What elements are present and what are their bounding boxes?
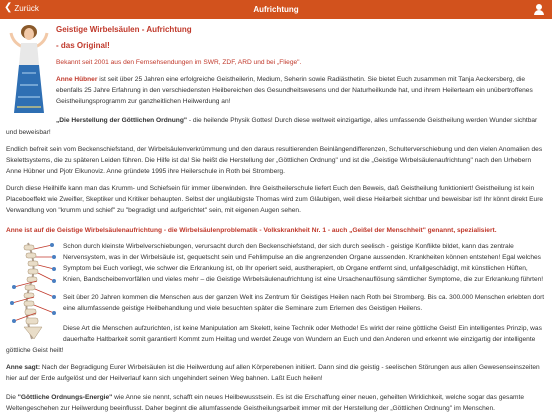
anne-sagt-paragraph: Anne sagt: Nach der Begradigung Eurer Wirbelsäulen ist die Heilwerdung auf allen Körperebenen initiiert. Dann sind die geistig - seelischen Störungen aus allen Gewesenseinszeiten hier auf der Erde aufgelöst und der Heilverlauf kann sich ungehindert seinen Weg bahnen. Laßt Euch heilen!	[6, 364, 540, 382]
navigation-bar	[0, 0, 552, 19]
manipulation-paragraph-end: göttliche Geist heilt!	[6, 347, 64, 354]
herstellung-paragraph-end: und beweisbar!	[6, 129, 51, 136]
spine-illustration	[8, 241, 58, 341]
article-content	[0, 19, 552, 414]
known-since-text: Bekannt seit 2001 aus den Fernsehsendungen im SWR, ZDF, ARD und bei „Fliege".	[56, 59, 302, 66]
user-icon[interactable]	[534, 4, 544, 15]
manipulation-paragraph: Diese Art die Menschen aufzurichten, ist keine Manipulation am Skelett, keine Technik oder Methode! Es wirkt der reine göttliche Geist! Ein intelligentes Prinzip, was dauerhafte Haltbarkeit somit garantiert! Kommt zum Heiltag und werdet Zeuge von Wundern an Euch und den Anderen und erkennt wie einzigartig der intelligente	[63, 325, 542, 343]
back-label: Zurück	[14, 3, 39, 13]
ordnungs-energie-paragraph: Die "Göttliche Ordnungs-Energie" wie Anne sie nennt, schafft ein neues Heilbewusstsein. Es ist die Erschaffung einer neuen, geheilten Wirklichkeit, welche sogar das gesamte Weltengeschehen zur Heilwerdung beeinflusst. Daher beginnt die allumfassende Geistheilungsarbeit immer mit der Herstellung der „Göttlichen Ordnung" im Menschen.	[6, 394, 525, 412]
heading-original: - das Original!	[56, 41, 110, 50]
page-title: Aufrichtung	[253, 5, 299, 14]
heilhilfe-paragraph: Durch diese Heilhilfe kann man das Krumm- und Schiefsein für immer überwinden. Ihre Geistheilerschule liefert Euch den Beweis, daß Geistheilung funktioniert! Geistheilung ist kein Placeboeffekt wie Zweifler, Skeptiker und Kritiker behaupten. Selbst der ungläubigste Thomas wird zum Gläubigen, weil diese Heilarbeit sichtbar und beweisbar ist! Ihr könnt direkt Eure Verwandlung von "krumm und schief" zu "begradigt und aufgerichtet" sein, mit eigenen Augen sehen.	[6, 185, 544, 214]
person-image	[8, 23, 50, 118]
heading-wirbelsaeulen: Geistige Wirbelsäulen - Aufrichtung	[56, 25, 192, 34]
intro-paragraph: Anne Hübner ist seit über 25 Jahren eine erfolgreiche Geistheilerin, Medium, Seherin sowie Radiästhetin. Sie bietet Euch zusammen mit Tanja Aeckersberg, die ebenfalls 25 Jahre Erfahrung in den verschiedensten Heilbereichen des Gesundheitswesens und der Naturheilkunde hat, und ihrem Heilerteam ein unübertroffenes Geistheilungsprogramm zur ganzheitlichen Heilwerdung an!	[56, 76, 533, 105]
herstellung-paragraph: „Die Herstellung der Göttlichen Ordnung" - die heilende Physik Gottes! Durch diese weltweit einzigartige, alles umfassende Geistheilung werden Wunder sichtbar	[56, 117, 538, 124]
specialization-line: Anne ist auf die Geistige Wirbelsäulenaufrichtung - die Wirbelsäulenproblematik - Volkskrankheit Nr. 1 - auch „Geißel der Menschheit" genannt, spezialisiert.	[6, 227, 497, 234]
chevron-left-icon: ❮	[4, 2, 13, 13]
anne-name: Anne Hübner	[56, 76, 98, 83]
zentrum-paragraph: Seit über 20 Jahren kommen die Menschen aus der ganzen Welt ins Zentrum für Geistiges Heilen nach Roth bei Stromberg. Bis ca. 300.000 Menschen erlebten dort eine allumfassende geistige Heilbehandlung und viele besuchten später die Seminare zum Erlernen des Geistigen Heilens.	[63, 294, 545, 312]
endlich-befreit-paragraph: Endlich befreit sein vom Beckenschiefstand, der Wirbelsäulenverkrümmung und den daraus resultierenden Beinlängendifferenzen, Schulterverschiebung und den vielen Anomalien des Skelettsystems, die zu späteren Leiden führen. Die Hilfe ist da! Sie heißt die Herstellung der „Göttlichen Ordnung" und ist die „Geistige Wirbelsäulenaufrichtung" nach den Urhebern Anne Hübner und Pjotr Elkunoviz. Anne gründete 1995 ihre Heilerschule in Roth bei Stromberg.	[6, 146, 543, 175]
wirbelverschiebungen-paragraph: Schon durch kleinste Wirbelverschiebungen, verursacht durch den Beckenschiefstand, der sich durch seelisch - geistige Konflikte bildet, kann das zentrale Nervensystem, was in der Wirbelsäule ist, gequetscht sein und Fehlimpulse an die angrenzenden Organe aussenden. Krankheiten können entstehen! Egal welches Symptom bei Euch vorliegt, wie schwer die Erkrankung ist, ob Ihr operiert seid, austherapiert, ob Organe entfernt sind, unfallgeschädigt, mit künstlichen Hüften, Knien, Bandscheibenvorfällen und vieles mehr – die Geistige Wirbelsäulenaufrichtung ist eine Ursachenauflösung sämtlicher Symptome, die zur Erkrankung führten!	[63, 243, 544, 283]
